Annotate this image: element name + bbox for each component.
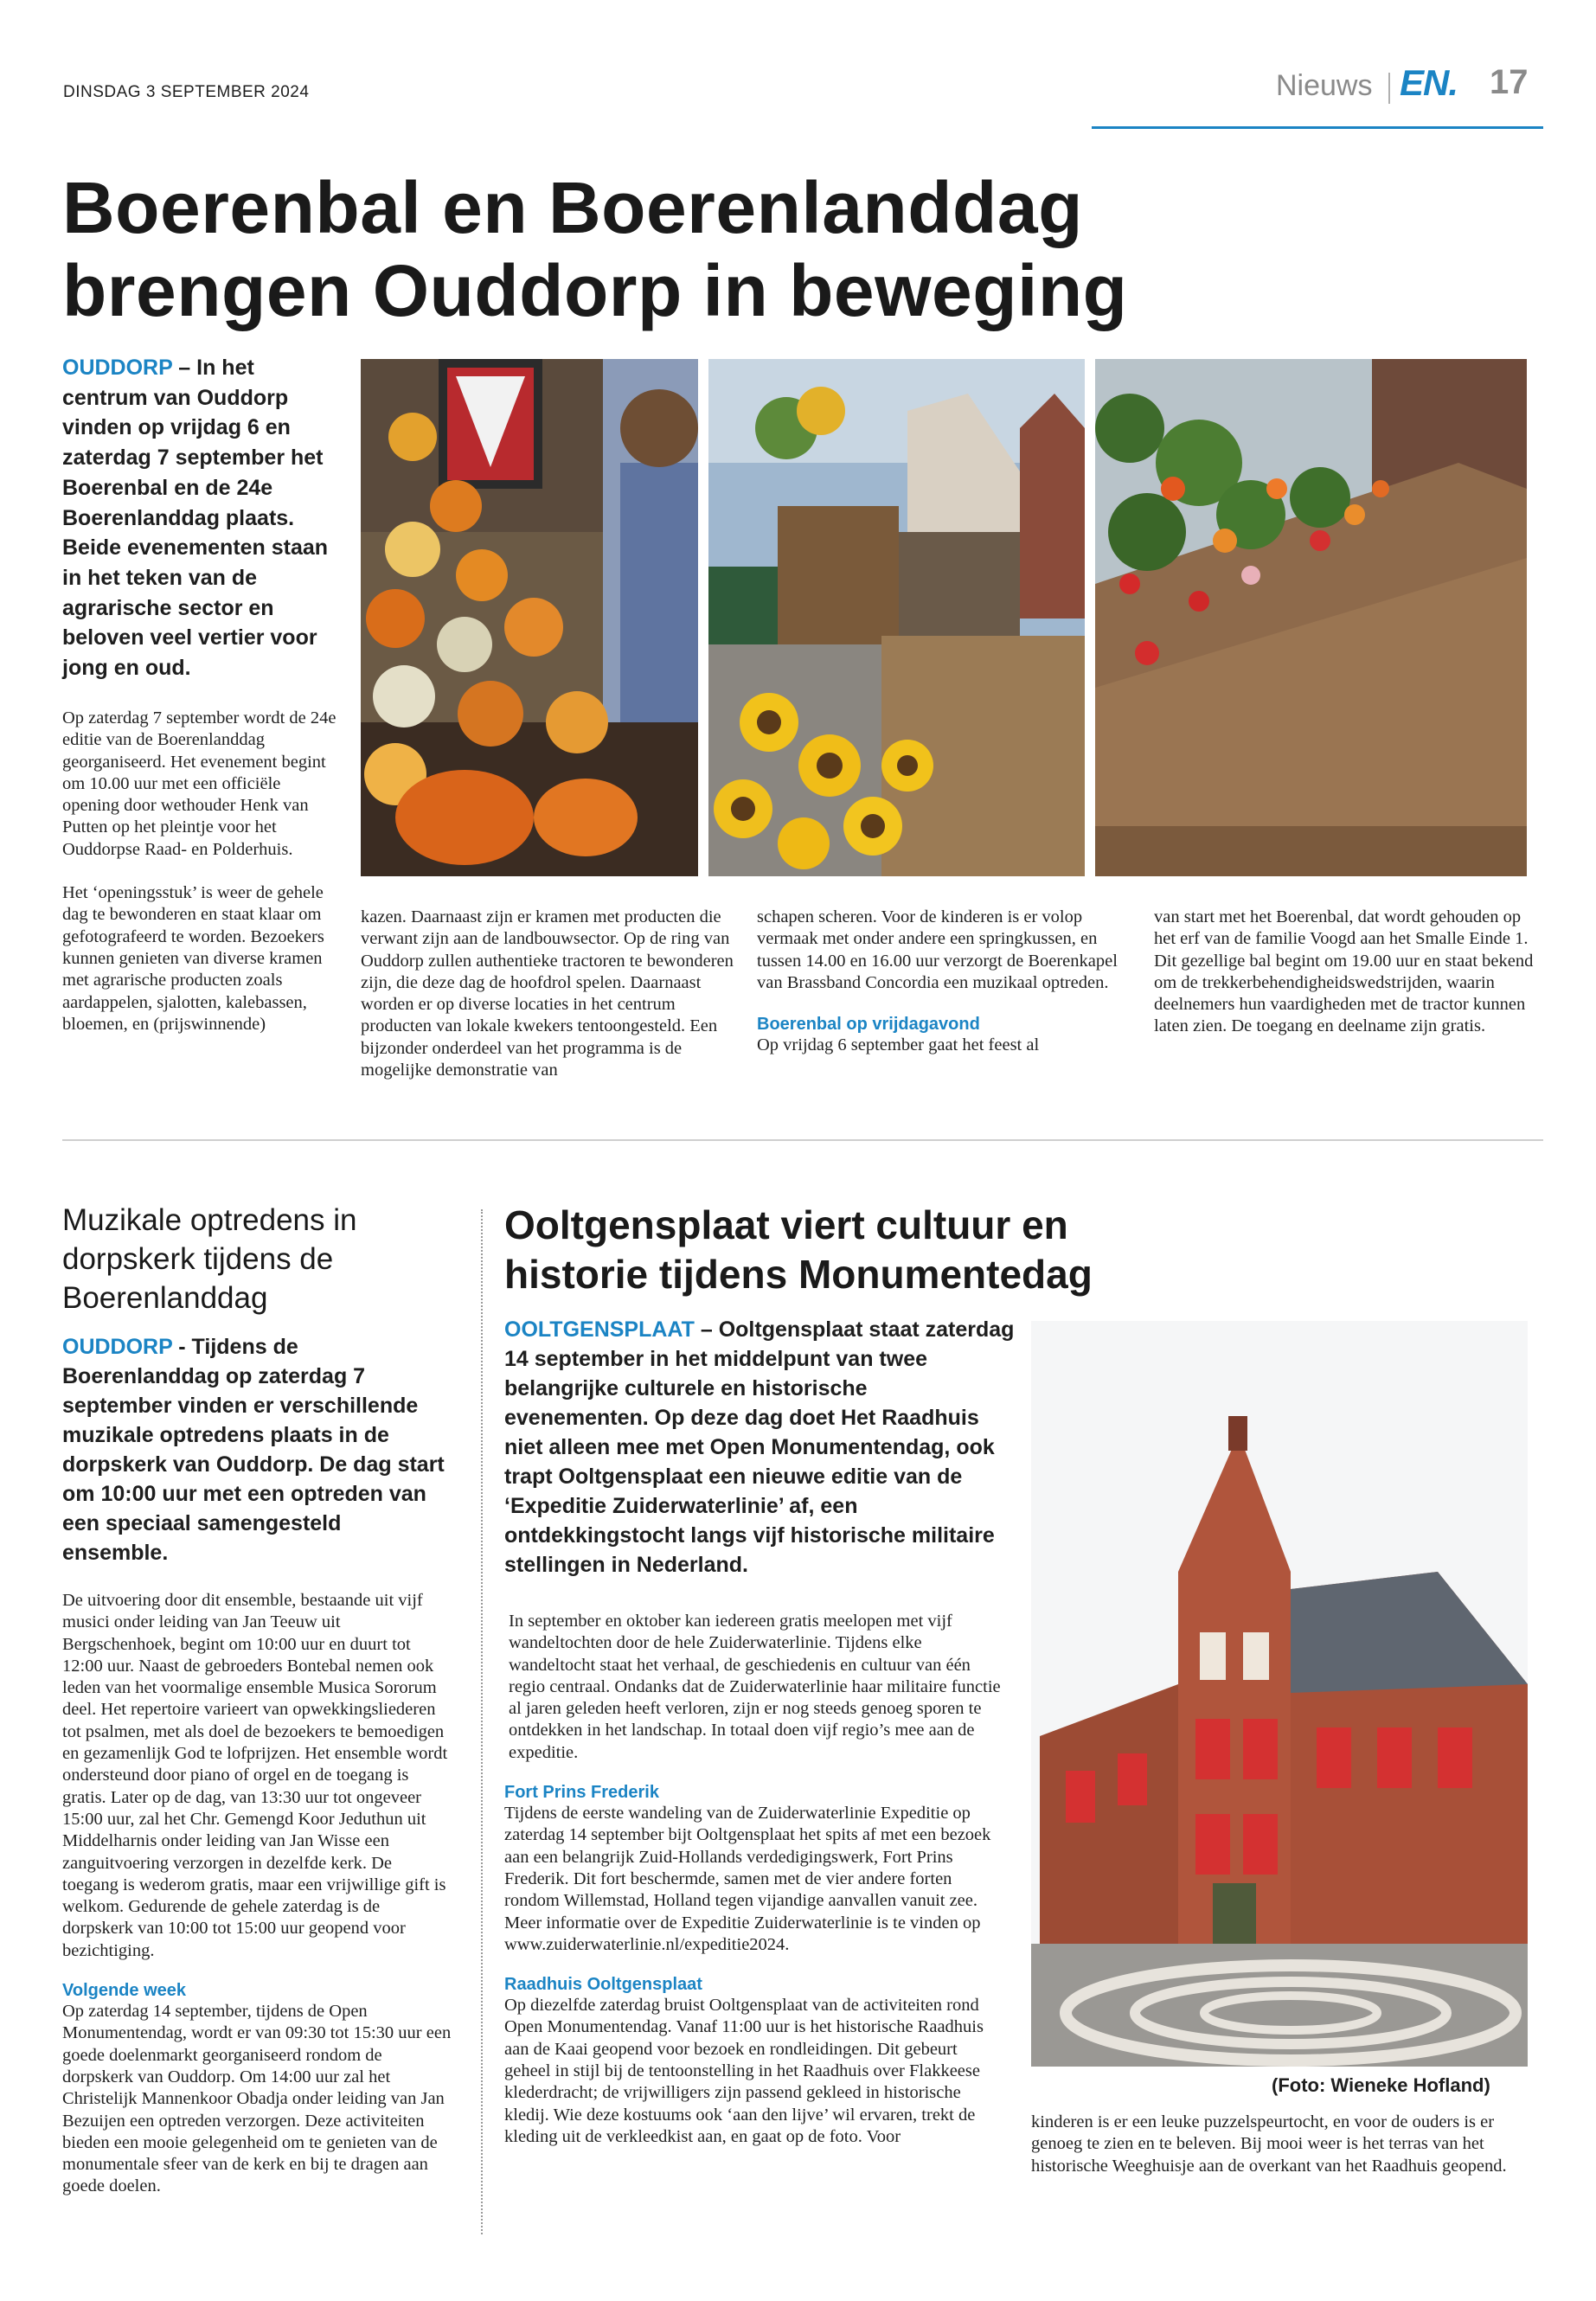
photo-sunflowers [708, 359, 1085, 876]
article3-p4: kinderen is er een leuke puzzelspeurtocht, en voor de ouders is er genoeg te zien en te beleven. Bij mooi weer is het terras van het historische Weeghuisje aan de overkant van het Raadhuis geopend. [1031, 2112, 1507, 2176]
section-label: Nieuws [1276, 69, 1373, 102]
photo-caption: (Foto: Wieneke Hofland) [1272, 2074, 1490, 2096]
article2-subhead: Volgende week [62, 1981, 187, 2001]
article3-subhead2: Raadhuis Ooltgensplaat [504, 1975, 702, 1995]
photo-pumpkins [361, 359, 698, 876]
column-divider-dotted [481, 1209, 483, 2234]
article3-p2: Tijdens de eerste wandeling van de Zuiderwaterlinie Expeditie op zaterdag 14 september bijt Ooltgensplaat het spits af met een bezoek aan een belangrijk Zuid-Hollands verdedigingswerk, Fort Prins Frederik. Dit fort beschermde, samen met de vier andere forten rondom Willemstad, Holland tegen vijandige aanvallen vanuit zee. Meer informatie over de Expeditie Zuiderwaterlinie is te vinden op www.zuiderwaterlinie.nl/expeditie2024. [504, 1804, 991, 1954]
article2-body [62, 1590, 452, 2198]
article1-col1-p1: Op zaterdag 7 september wordt de 24e editie van de Boerenlanddag georganiseerd. Het evenement begint om 10.00 uur met een officiële opening door wethouder Henk van Putten op het pleintje voor het Ouddorpse Raad- en Polderhuis. [62, 708, 337, 859]
header-divider [1388, 73, 1390, 104]
header-rule [1092, 126, 1543, 129]
article2-lede-text: - Tijdens de Boerenlanddag op zaterdag 7 september vinden er verschillende muzikale optredens plaats in de dorpskerk van Ouddorp. De dag start om 10:00 uur met een optreden van een speciaal samengesteld ensemble. [62, 1335, 445, 1565]
article1-headline [62, 166, 1533, 332]
article2-lede [62, 1332, 452, 1567]
article1-col3 [757, 907, 1138, 1056]
photo-flowerbox [1095, 359, 1527, 876]
article1-col2: kazen. Daarnaast zijn er kramen met producten die verwant zijn aan de landbouwsector. Op de ring van Ouddorp zullen authentieke tractoren te bewonderen zijn, die deze dag de hoofdrol spelen. Daarnaast worden er op diverse locaties in het centrum producten van lokale kwekers tentoongesteld. Een bijzonder onderdeel van het programma is de mogelijke demonstratie van [361, 907, 734, 1080]
article1-lede-text: – In het centrum van Ouddorp vinden op vrijdag 6 en zaterdag 7 september het Boerenbal en de 24e Boerenlanddag plaats. Beide evenementen staan in het teken van de agrarische sector en beloven veel vertier voor jong en oud. [62, 356, 329, 681]
article2-body-text: De uitvoering door dit ensemble, bestaande uit vijf musici onder leiding van Jan Teeuw uit Bergschenhoek, begint om 10:00 uur en duurt tot 12:00 uur. Naast de gebroeders Bontebal nemen ook leden van het voormalige ensemble Musica Sororum deel. Het repertoire varieert van opwekkingsliederen tot psalmen, met als doel de bezoekers te bemoedigen en gezamenlijk God te lofprijzen. Het ensemble wordt ondersteund door piano of orgel en de toegang is gratis. Later op de dag, van 13:30 uur tot ongeveer 15:00 uur, zal het Chr. Gemengd Koor Jeduthun uit Middelharnis onder leiding van Jan Wisse een zanguitvoering verzorgen in dezelfde kerk. De toegang is wederom gratis, maar een vrijwillige gift is welkom. Gedurende de gehele zaterdag is de dorpskerk van 10:00 tot 15:00 uur geopend voor bezichtiging. [62, 1591, 448, 1960]
page-number: 17 [1490, 63, 1529, 101]
article1-lede [62, 353, 339, 683]
newspaper-logo: EN. [1400, 62, 1458, 103]
article3-dateline: OOLTGENSPLAAT [504, 1317, 695, 1342]
photo-raadhuis [1031, 1321, 1528, 2067]
article2-headline: Muzikale optredens in dorpskerk tijdens de Boerenlanddag [62, 1203, 357, 1315]
article3-headline: Ooltgensplaat viert cultuur en historie tijdens Monumentedag [504, 1202, 1093, 1297]
article3-subhead1: Fort Prins Frederik [504, 1783, 659, 1803]
article1-dateline: OUDDORP [62, 356, 173, 380]
article2-dateline: OUDDORP [62, 1335, 173, 1359]
article2-body2-text: Op zaterdag 14 september, tijdens de Open Monumentendag, wordt er van 09:30 tot 15:30 uur een goede doelenmarkt georganiseerd rondom de dorpskerk van Ouddorp. Om 14:00 uur zal het Christelijk Mannenkoor Obadja onder leiding van Jan Bezuijen een optreden verzorgen. Deze activiteiten bieden een mooie gelegenheid om te genieten van de monumentale sfeer van de kerk en bij te dragen aan goede doelen. [62, 2002, 452, 2196]
article1-col1 [62, 708, 339, 1035]
article1-col3-subhead: Boerenbal op vrijdagavond [757, 1015, 980, 1035]
article1-col3-text: schapen scheren. Voor de kinderen is er volop vermaak met onder andere een springkussen, en tussen 14.00 en 16.00 uur verzorgt de Boerenkapel van Brassband Concordia een muzikaal optreden. [757, 907, 1118, 992]
article3-lede [504, 1315, 1015, 1580]
article3-p3: Op diezelfde zaterdag bruist Ooltgensplaat van de activiteiten rond Open Monumentendag. Vanaf 11:00 uur is het historische Raadhuis aan de Kaai geopend voor bezoek en rondleidingen. Dit gebeurt geheel in stijl bij de tentoonstelling in het Raadhuis over Flakkeese klederdracht; de vrijwilligers zijn passend gekleed in historische kledij. Wie deze kostuums ook ‘aan den lijve’ wil ervaren, trekt de kleding uit de verkleedkist aan, en gaat op de foto. Voor [504, 1996, 984, 2146]
article1-headline-line1: Boerenbal en Boerenlanddag [62, 167, 1083, 248]
section-divider [62, 1139, 1543, 1141]
article1-headline-line2: brengen Ouddorp in beweging [62, 250, 1128, 331]
article3-p1: In september en oktober kan iedereen gratis meelopen met vijf wandeltochten door de hele Zuiderwaterlinie. Tijdens elke wandeltocht staat het verhaal, de geschiedenis en cultuur van één regio centraal. Ondanks dat de Zuiderwaterlinie haar militaire functie al jaren geleden heeft verloren, zijn er nog steeds genoeg sporen te ontdekken in het landschap. In totaal doen vijf regio’s mee aan de expeditie. [509, 1612, 1001, 1762]
issue-date: DINSDAG 3 SEPTEMBER 2024 [63, 83, 310, 101]
article3-body [504, 1611, 1002, 2148]
article3-lede-text: – Ooltgensplaat staat zaterdag 14 september in het middelpunt van twee belangrijke culturele en historische evenementen. Op deze dag doet Het Raadhuis niet alleen mee met Open Monumentendag, ook trapt Ooltgensplaat een nieuwe editie van de ‘Expeditie Zuiderwaterlinie’ af, een ontdekkingstocht langs vijf historische militaire stellingen in Nederland. [504, 1317, 1015, 1577]
article1-col4: van start met het Boerenbal, dat wordt gehouden op het erf van de familie Voogd aan het Smalle Einde 1. Dit gezellige bal begint om 19.00 uur en staat bekend om de trekkerbehendigheidswedstrijden, waarin deelnemers hun vaardigheden met de tractor kunnen laten zien. De toegang en deelname zijn gratis. [1154, 907, 1534, 1036]
article1-col1-p2: Het ‘openingsstuk’ is weer de gehele dag te bewonderen en staat klaar om gefotografeerd te worden. Bezoekers kunnen genieten van diverse kramen met agrarische producten zoals aardappelen, sjalotten, kalebassen, bloemen, en (prijswinnende) [62, 883, 324, 1034]
article1-col3-after: Op vrijdag 6 september gaat het feest al [757, 1035, 1040, 1055]
